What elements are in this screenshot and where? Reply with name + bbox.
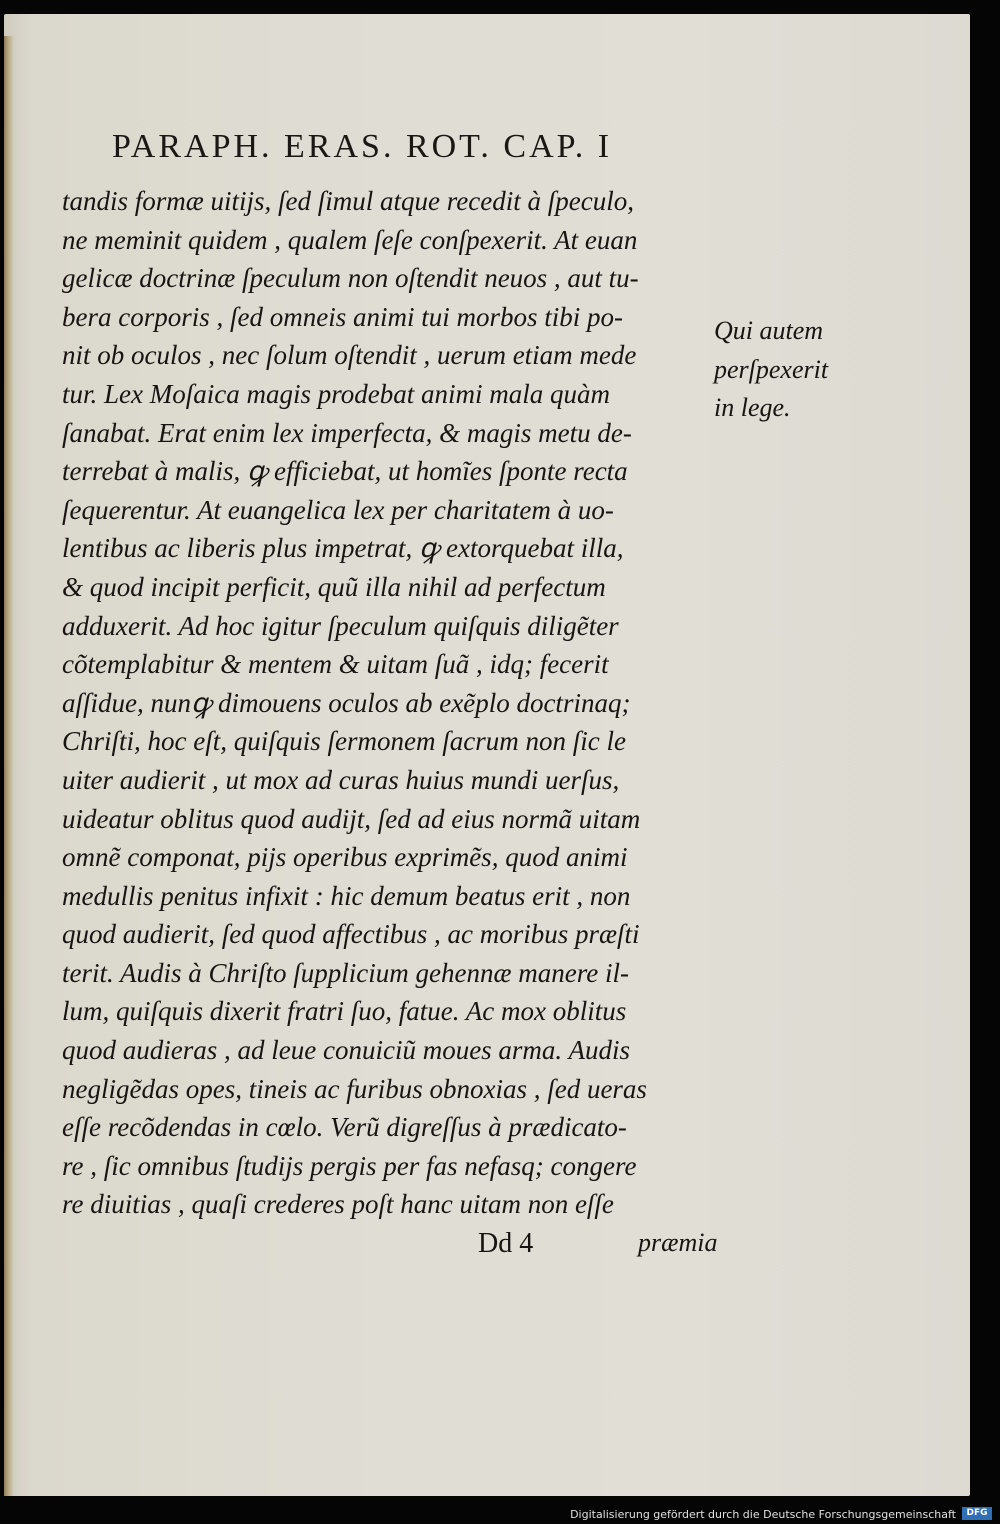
text-line: terrebat à malis, ꝙ efficiebat, ut homĩes ſponte recta [62,456,628,487]
text-line: adduxerit. Ad hoc igitur ſpeculum quiſquis diligẽter [62,610,619,641]
footer-credit: Digitalisierung gefördert durch die Deutsche Forschungsgemeinschaft [570,1508,956,1521]
text-line: gelicæ doctrinæ ſpeculum non oſtendit neuos , aut tu- [62,263,639,294]
catchword: præmia [638,1228,718,1257]
text-line: quod audieras , ad leue conuiciũ moues arma. Audis [62,1035,630,1066]
text-line: lum, quiſquis dixerit fratri ſuo, fatue. Ac mox oblitus [62,996,627,1027]
text-line: bera corporis , ſed omneis animi tui morbos tibi po- [62,301,623,332]
marginal-note-line: perſpexerit [714,354,829,384]
text-line: ſequerentur. At euangelica lex per charitatem à uo- [62,494,614,525]
text-line: cõtemplabitur & mentem & uitam ſuã , idq; fecerit [62,649,609,680]
text-line: negligẽdas opes, tineis ac furibus obnoxias , ſed ueras [62,1073,647,1104]
text-line: uiter audierit , ut mox ad curas huius mundi uerſus, [62,764,620,795]
text-line: tandis formæ uitijs, ſed ſimul atque recedit à ſpeculo, [62,186,634,216]
text-line: quod audierit, ſed quod affectibus , ac moribus præſti [62,919,640,950]
text-line: omnẽ componat, pijs operibus exprimẽs, quod animi [62,842,628,873]
text-line: lentibus ac liberis plus impetrat, ꝙ extorquebat illa, [62,533,624,564]
text-line: nit ob oculos , nec ſolum oſtendit , uerum etiam mede [62,340,637,371]
text-line: aſſidue, nunꝙ dimouens oculos ab exẽplo doctrinaq; [62,687,631,718]
text-line: & quod incipit perficit, quũ illa nihil ad perfectum [62,571,606,602]
text-line: eſſe recõdendas in cœlo. Verũ digreſſus à prædicato- [62,1112,627,1143]
page-edge-shading [4,36,14,1496]
running-head: PARAPH. ERAS. ROT. CAP. I [112,128,613,165]
marginal-note-line: in lege. [714,393,791,423]
text-line: Chriſti, hoc eſt, quiſquis ſermonem ſacrum non ſic le [62,726,626,757]
text-line: ſanabat. Erat enim lex imperfecta, & magis metu de- [62,417,632,448]
text-line: re , ſic omnibus ſtudijs pergis per fas nefasq; congere [62,1150,637,1181]
text-line: uideatur oblitus quod audijt, ſed ad eius normã uitam [62,803,641,834]
marginal-note-line: Qui autem [714,316,824,345]
text-line: re diuitias , quaſi crederes poſt hanc uitam non eſſe [62,1189,614,1220]
text-line: tur. Lex Moſaica magis prodebat animi mala quàm [62,378,610,409]
text-line: medullis penitus infixit : hic demum beatus erit , non [62,880,631,911]
text-line: terit. Audis à Chriſto ſupplicium gehennæ manere il- [62,957,629,988]
marginal-note [714,312,874,428]
dfg-logo: DFG [962,1507,992,1520]
main-text-block [62,182,752,1224]
text-line: ne meminit quidem , qualem ſeſe conſpexerit. At euan [62,224,638,255]
signature-mark: Dd 4 [478,1228,534,1259]
